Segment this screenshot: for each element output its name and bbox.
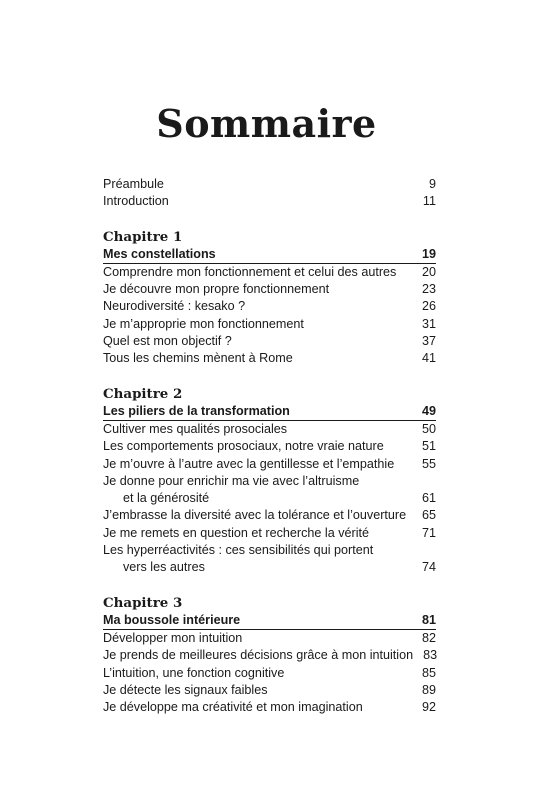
toc-entry [103, 542, 436, 559]
entry-label: Comprendre mon fonctionnement et celui des autres [103, 264, 397, 279]
entry-label: Neurodiversité : kesako ? [103, 299, 246, 314]
entry-label: Je donne pour enrichir ma vie avec l’altruisme [103, 473, 360, 488]
toc-entry-continuation [103, 490, 436, 507]
entry-page-number: 20 [421, 264, 436, 279]
toc-entry [103, 699, 436, 716]
entry-label: Je m’ouvre à l’autre avec la gentillesse et l’empathie [103, 456, 395, 471]
toc-entry [103, 438, 436, 455]
entry-page-number: 61 [421, 491, 436, 506]
entry-label: Je développe ma créativité et mon imagination [103, 700, 363, 715]
entry-page-number: 51 [421, 439, 436, 454]
toc-entry [103, 316, 436, 333]
entry-page-number: 31 [421, 316, 436, 331]
toc-entry [103, 665, 436, 682]
entry-label: Cultiver mes qualités prosociales [103, 421, 288, 436]
entry-label: Les hyperréactivités : ces sensibilités qui portent [103, 543, 374, 558]
entry-page-number: 37 [421, 334, 436, 349]
toc-entry [103, 525, 436, 542]
chapter-title-label: Les piliers de la transformation [103, 403, 290, 418]
toc-entry [103, 350, 436, 367]
entry-page-number: 85 [421, 665, 436, 680]
entry-label: Quel est mon objectif ? [103, 334, 232, 349]
chapter-title-label: Mes constellations [103, 246, 216, 261]
entry-page-number: 26 [421, 299, 436, 314]
chapter-heading: Chapitre 2 [103, 385, 183, 402]
toc-entry [103, 298, 436, 315]
entry-page-number: 50 [421, 421, 436, 436]
toc-entry [103, 507, 436, 524]
toc-entry [103, 456, 436, 473]
entry-page-number: 65 [421, 508, 436, 523]
chapter-page-number: 81 [421, 612, 436, 627]
toc-entry [103, 682, 436, 699]
chapter-heading: Chapitre 1 [103, 228, 183, 245]
entry-label: Introduction [103, 194, 169, 209]
entry-page-number: 74 [421, 560, 436, 575]
entry-label: et la générosité [123, 491, 210, 506]
chapter-title [103, 612, 436, 630]
page-title: Sommaire [156, 101, 377, 147]
entry-label: L’intuition, une fonction cognitive [103, 665, 285, 680]
entry-page-number: 71 [421, 525, 436, 540]
toc-entry [103, 647, 436, 664]
entry-page-number: 41 [421, 351, 436, 366]
entry-page-number: 11 [422, 194, 436, 209]
chapter-title-label: Ma boussole intérieure [103, 612, 241, 627]
entry-page-number: 83 [423, 648, 438, 663]
chapter-page-number: 49 [421, 403, 436, 418]
toc-entry-introduction [103, 193, 436, 210]
entry-page-number: 92 [421, 700, 436, 715]
entry-label: Préambule [103, 177, 164, 191]
toc-entry [103, 630, 436, 647]
entry-page-number: 23 [421, 282, 436, 297]
entry-label: Développer mon intuition [103, 630, 243, 645]
chapter-title [103, 246, 436, 264]
entry-label: Je prends de meilleures décisions grâce à mon intuition [103, 648, 414, 663]
entry-label: Je détecte les signaux faibles [103, 682, 268, 697]
entry-label: Tous les chemins mènent à Rome [103, 351, 293, 366]
entry-label: Je m’approprie mon fonctionnement [103, 316, 304, 331]
chapter-title [103, 403, 436, 421]
table-of-contents [103, 176, 436, 716]
entry-label: vers les autres [123, 560, 205, 575]
entry-label: Je découvre mon propre fonctionnement [103, 282, 330, 297]
toc-entry [103, 421, 436, 438]
entry-page-number: 89 [421, 682, 436, 697]
chapter-heading: Chapitre 3 [103, 594, 183, 611]
entry-label: Les comportements prosociaux, notre vraie nature [103, 439, 384, 454]
toc-entry [103, 281, 436, 298]
chapter-page-number: 19 [421, 246, 436, 261]
toc-entry-continuation [103, 559, 436, 576]
entry-page-number: 9 [428, 177, 436, 191]
toc-entry [103, 333, 436, 350]
toc-entry [103, 264, 436, 281]
toc-entry [103, 473, 436, 490]
toc-entry-preambule [103, 176, 436, 193]
entry-page-number: 82 [421, 630, 436, 645]
entry-page-number: 55 [421, 456, 436, 471]
entry-label: J’embrasse la diversité avec la tolérance et l’ouverture [103, 508, 407, 523]
entry-label: Je me remets en question et recherche la vérité [103, 525, 369, 540]
